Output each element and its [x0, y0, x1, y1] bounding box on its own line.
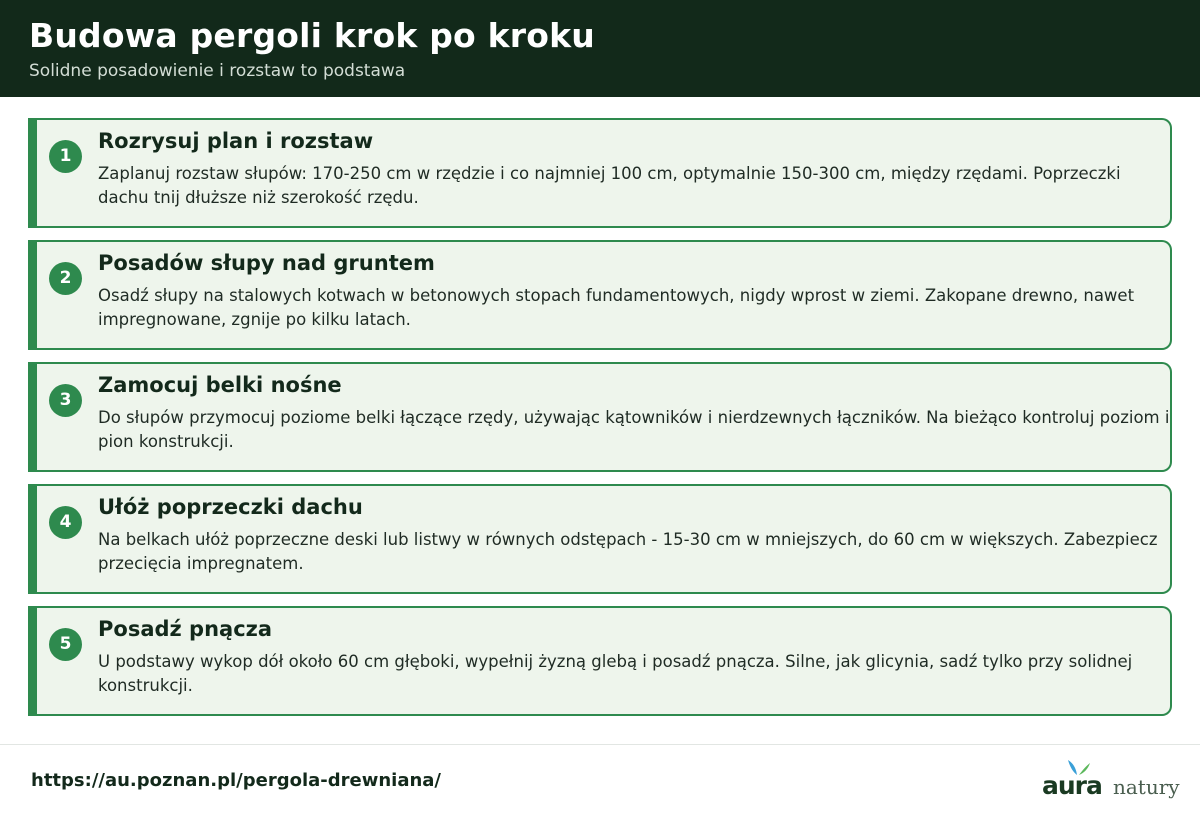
step-number-badge: 3	[49, 384, 82, 417]
step-card-1	[28, 118, 1172, 228]
step-description: Zaplanuj rozstaw słupów: 170-250 cm w rzędzie i co najmniej 100 cm, optymalnie 150-300 cm, między rzędami. Poprzeczki dachu tnij dłuższe niż szerokość rzędu.	[98, 164, 1121, 207]
source-link[interactable]: https://au.poznan.pl/pergola-drewniana/	[31, 770, 442, 791]
step-number-badge: 1	[49, 140, 82, 173]
logo-subtext: natury	[1113, 775, 1180, 799]
step-card-3	[28, 362, 1172, 472]
footer-divider	[0, 744, 1200, 745]
step-title: Posadów słupy nad gruntem	[98, 251, 435, 275]
logo-wordmark: aura	[1042, 771, 1102, 800]
step-title: Ułóż poprzeczki dachu	[98, 495, 363, 519]
steps-list	[28, 118, 1172, 728]
step-number-badge: 5	[49, 628, 82, 661]
step-description: Osadź słupy na stalowych kotwach w betonowych stopach fundamentowych, nigdy wprost w ziemi. Zakopane drewno, nawet impregnowane, zgnije po kilku latach.	[98, 286, 1135, 329]
brand-logo[interactable]	[1040, 758, 1180, 802]
step-title: Zamocuj belki nośne	[98, 373, 342, 397]
header	[0, 0, 1200, 97]
step-card-2	[28, 240, 1172, 350]
step-title: Posadź pnącza	[98, 617, 273, 641]
step-description: Do słupów przymocuj poziome belki łączące rzędy, używając kątowników i nierdzewnych łączników. Na bieżąco kontroluj poziom i pion konstrukcji.	[98, 408, 1170, 451]
step-description: U podstawy wykop dół około 60 cm głęboki, wypełnij żyzną glebą i posadź pnącza. Silne, jak glicynia, sadź tylko przy solidnej konstrukcji.	[98, 652, 1133, 695]
page-title: Budowa pergoli krok po kroku	[29, 16, 595, 55]
step-description: Na belkach ułóż poprzeczne deski lub listwy w równych odstępach - 15-30 cm w mniejszych, do 60 cm w większych. Zabezpiecz przecięcia impregnatem.	[98, 530, 1158, 573]
step-number-badge: 2	[49, 262, 82, 295]
step-title: Rozrysuj plan i rozstaw	[98, 129, 374, 153]
step-number-badge: 4	[49, 506, 82, 539]
step-card-5	[28, 606, 1172, 716]
page-subtitle: Solidne posadowienie i rozstaw to podstawa	[29, 61, 406, 81]
step-card-4	[28, 484, 1172, 594]
